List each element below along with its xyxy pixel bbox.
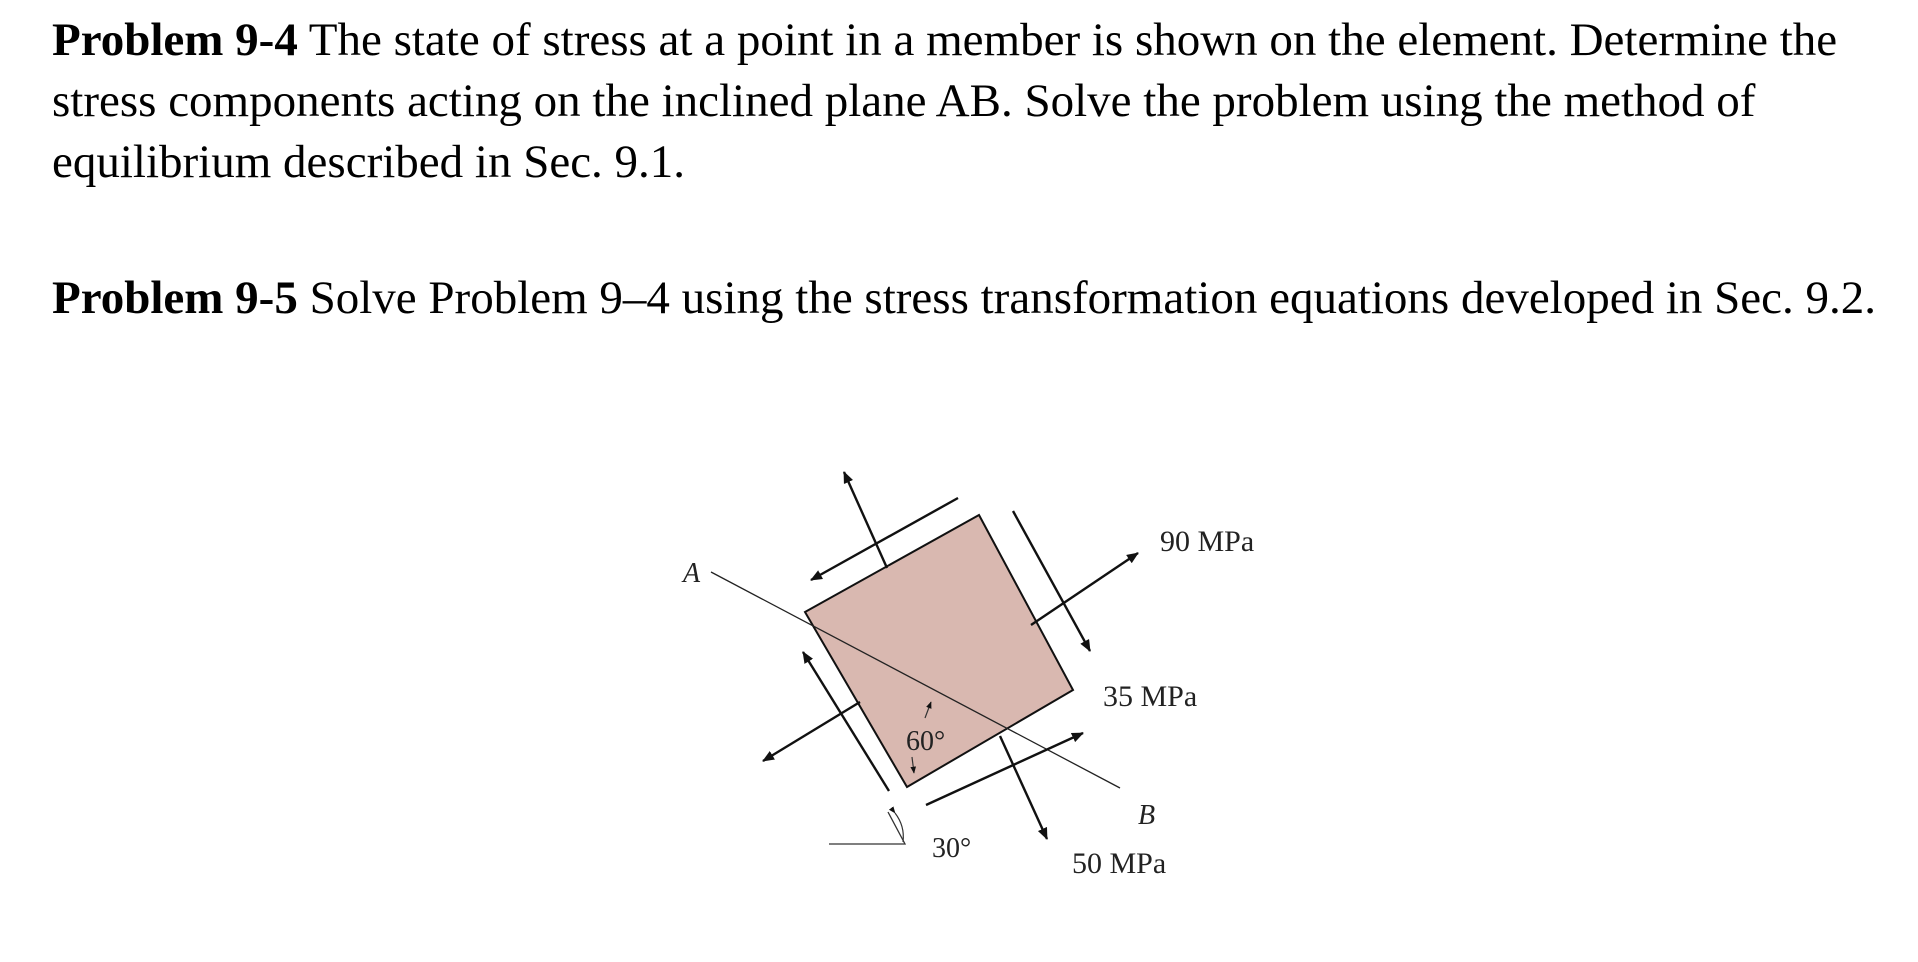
label-angle-60: 60° <box>906 726 946 757</box>
label-angle-30: 30° <box>932 833 972 864</box>
label-point-a: A <box>683 558 701 589</box>
normal-stress-arrow-top <box>844 472 887 568</box>
label-stress-90: 90 MPa <box>1160 525 1255 558</box>
problem-9-5-text: Solve Problem 9–4 using the stress transformation equations developed in Sec. 9.2. <box>297 272 1877 324</box>
angle-30-reference <box>829 812 905 844</box>
normal-stress-arrow-left <box>763 702 860 761</box>
problem-9-4-number: Problem 9-4 <box>52 14 298 66</box>
label-stress-50: 50 MPa <box>1072 847 1167 880</box>
label-stress-35: 35 MPa <box>1103 680 1198 713</box>
normal-stress-arrow-right <box>1031 553 1138 625</box>
problem-9-5-number: Problem 9-5 <box>52 272 298 324</box>
label-point-b: B <box>1138 800 1156 831</box>
problem-9-4-text: The state of stress at a point in a member is shown on the element. Determine the stress components acting on the inclined plane AB. Solve the problem using the method of equilibrium described in Sec. 9.1. <box>52 14 1838 188</box>
